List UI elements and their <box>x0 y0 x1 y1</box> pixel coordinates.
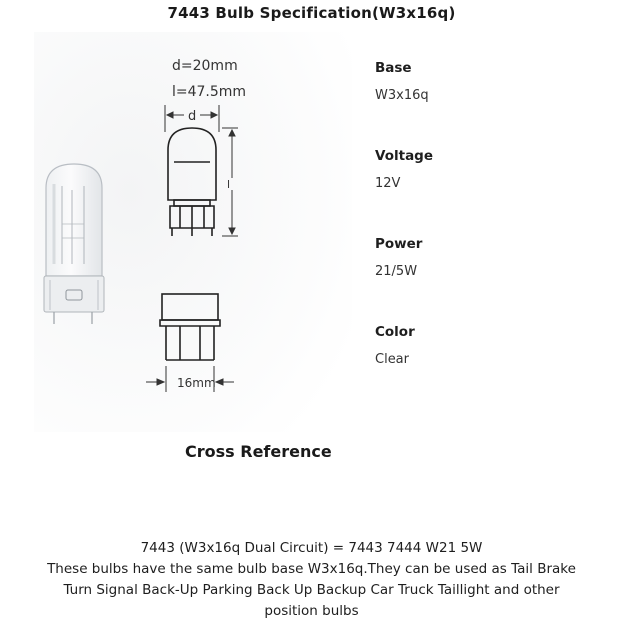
spec-label: Voltage <box>375 148 433 164</box>
spec-list <box>375 60 605 412</box>
spec-label: Base <box>375 60 412 76</box>
base-width-label: 16mm <box>177 376 216 390</box>
spec-color <box>375 324 605 412</box>
cross-reference-line: 7443 (W3x16q Dual Circuit) = 7443 7444 W21 5W <box>140 540 483 556</box>
cross-reference-heading: Cross Reference <box>185 442 332 461</box>
diameter-label: d=20mm <box>172 58 238 74</box>
bulb-diagram <box>34 32 352 432</box>
spec-base <box>375 60 605 148</box>
spec-value: Clear <box>375 352 409 367</box>
spec-voltage <box>375 148 605 236</box>
d-marker: d <box>188 109 197 124</box>
l-marker: l <box>227 178 231 191</box>
spec-label: Color <box>375 324 415 340</box>
spec-value: W3x16q <box>375 88 429 103</box>
spec-power <box>375 236 605 324</box>
spec-label: Power <box>375 236 423 252</box>
compatibility-description: These bulbs have the same bulb base W3x16q.They can be used as Tail Brake Turn Signal Back-Up Parking Back Up Backup Car Truck Taillight and other position bulbs <box>47 561 576 619</box>
spec-value: 12V <box>375 176 401 191</box>
spec-value: 21/5W <box>375 264 418 279</box>
bulb-diagram-svg <box>34 32 352 432</box>
page-title: 7443 Bulb Specification(W3x16q) <box>167 4 456 22</box>
length-label: l=47.5mm <box>172 84 247 100</box>
cross-reference-text <box>0 538 623 622</box>
bulb-photo <box>44 164 104 324</box>
